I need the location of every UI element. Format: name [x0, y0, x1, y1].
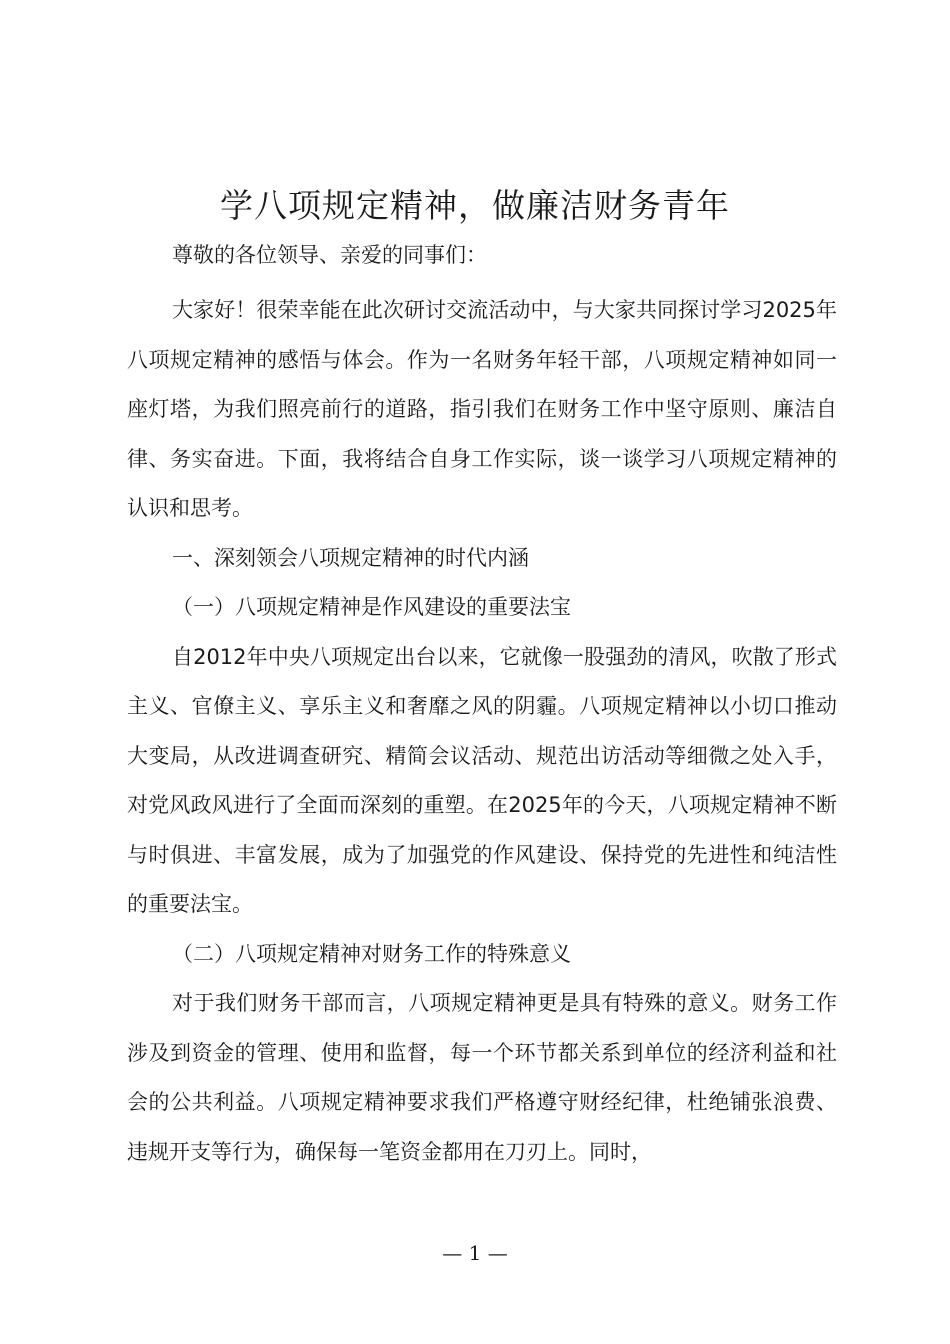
subsection-heading-1: （一）八项规定精神是作风建设的重要法宝 — [172, 595, 571, 619]
paragraph-body-2: 对于我们财务干部而言，八项规定精神更是具有特殊的意义。财务工作涉及到资金的管理、使用和监督，每一个环节都关系到单位的经济利益和社会的公共利益。八项规定精神要求我们严格遵守财经纪律，杜绝铺张浪费、违规开支等行为，确保每一笔资金都用在刀刃上。同时， — [127, 991, 837, 1164]
document-body — [127, 236, 837, 1177]
page-number: — 1 — — [442, 1241, 508, 1265]
paragraph-intro: 大家好！很荣幸能在此次研讨交流活动中，与大家共同探讨学习2025年八项规定精神的感悟与体会。作为一名财务年轻干部，八项规定精神如同一座灯塔，为我们照亮前行的道路，指引我们在财务工作中坚守原则、廉洁自律、务实奋进。下面，我将结合自身工作实际，谈一谈学习八项规定精神的认识和思考。 — [127, 298, 837, 520]
salutation: 尊敬的各位领导、亲爱的同事们： — [172, 243, 487, 267]
subsection-heading-2: （二）八项规定精神对财务工作的特殊意义 — [172, 941, 571, 966]
section-heading-1: 一、深刻领会八项规定精神的时代内涵 — [172, 545, 529, 570]
document-title: 学八项规定精神，做廉洁财务青年 — [220, 186, 730, 225]
paragraph-body-1: 自2012年中央八项规定出台以来，它就像一股强劲的清风，吹散了形式主义、官僚主义、享乐主义和奢靡之风的阴霾。八项规定精神以小切口推动大变局，从改进调查研究、精简会议活动、规范出访活动等细微之处入手，对党风政风进行了全面而深刻的重塑。在2025年的今天，八项规定精神不断与时俱进、丰富发展，成为了加强党的作风建设、保持党的先进性和纯洁性的重要法宝。 — [127, 644, 837, 916]
